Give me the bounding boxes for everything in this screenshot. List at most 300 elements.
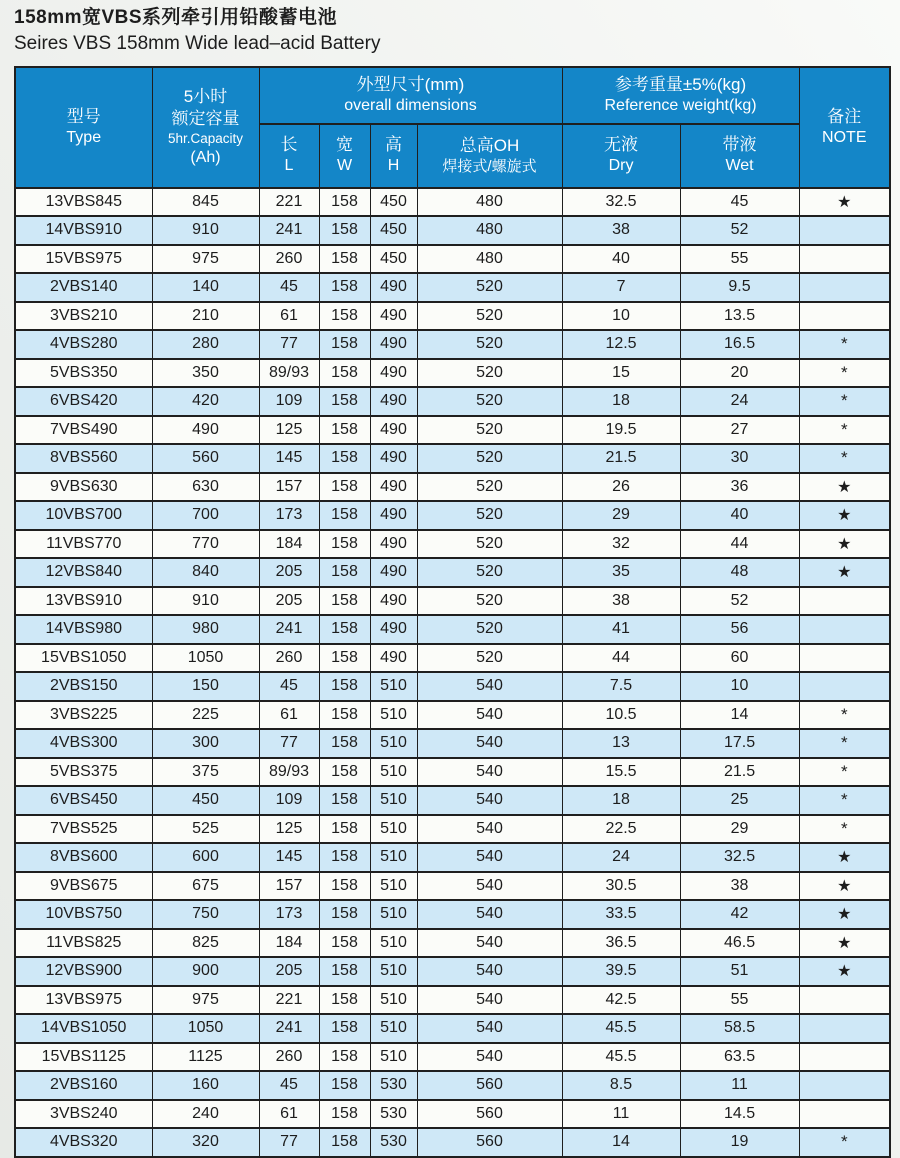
header-row-top [15, 67, 890, 124]
cell-width-w: 158 [319, 245, 370, 274]
col-header-dry [562, 124, 680, 188]
cell-capacity-ah: 350 [152, 359, 259, 388]
cell-width-w: 158 [319, 986, 370, 1015]
cell-length-l: 173 [259, 501, 319, 530]
cell-width-w: 158 [319, 302, 370, 331]
height-label-zh: 高 [385, 135, 402, 155]
cell-overall-height-oh: 540 [417, 872, 562, 901]
table-row [15, 1100, 890, 1129]
cell-note: * [799, 330, 890, 359]
col-header-note [799, 67, 890, 188]
cell-note [799, 1043, 890, 1072]
table-row [15, 387, 890, 416]
cell-note [799, 615, 890, 644]
length-label-zh: 长 [280, 135, 298, 155]
cell-overall-height-oh: 520 [417, 558, 562, 587]
cell-note: ★ [799, 501, 890, 530]
cell-note: ★ [799, 929, 890, 958]
cell-height-h: 490 [370, 473, 417, 502]
cell-height-h: 450 [370, 216, 417, 245]
cell-capacity-ah: 700 [152, 501, 259, 530]
cell-weight-wet: 16.5 [680, 330, 799, 359]
col-header-dimensions [259, 67, 562, 124]
cell-weight-dry: 33.5 [562, 900, 680, 929]
cell-weight-dry: 45.5 [562, 1014, 680, 1043]
cell-capacity-ah: 750 [152, 900, 259, 929]
cell-note: ★ [799, 558, 890, 587]
cell-length-l: 260 [259, 644, 319, 673]
page-title-en: Seires VBS 158mm Wide lead–acid Battery [14, 32, 381, 54]
cell-overall-height-oh: 520 [417, 302, 562, 331]
cell-capacity-ah: 420 [152, 387, 259, 416]
cell-weight-dry: 7 [562, 273, 680, 302]
cell-note [799, 1071, 890, 1100]
table-row [15, 1071, 890, 1100]
cell-length-l: 77 [259, 729, 319, 758]
cell-weight-wet: 14.5 [680, 1100, 799, 1129]
cell-height-h: 510 [370, 929, 417, 958]
cell-weight-dry: 45.5 [562, 1043, 680, 1072]
cell-type: 13VBS845 [15, 188, 152, 217]
cell-note: ★ [799, 188, 890, 217]
cell-capacity-ah: 150 [152, 672, 259, 701]
cell-weight-wet: 24 [680, 387, 799, 416]
cell-height-h: 510 [370, 672, 417, 701]
cell-height-h: 490 [370, 501, 417, 530]
note-label-en: NOTE [822, 128, 867, 146]
cell-type: 11VBS825 [15, 929, 152, 958]
cell-height-h: 450 [370, 188, 417, 217]
cell-length-l: 45 [259, 1071, 319, 1100]
cell-weight-dry: 32.5 [562, 188, 680, 217]
cell-height-h: 450 [370, 245, 417, 274]
type-label-en: Type [66, 128, 102, 146]
cell-weight-dry: 30.5 [562, 872, 680, 901]
cell-weight-dry: 11 [562, 1100, 680, 1129]
cell-width-w: 158 [319, 387, 370, 416]
cell-weight-dry: 10 [562, 302, 680, 331]
cell-overall-height-oh: 520 [417, 644, 562, 673]
cell-capacity-ah: 910 [152, 587, 259, 616]
cell-capacity-ah: 630 [152, 473, 259, 502]
cell-overall-height-oh: 540 [417, 929, 562, 958]
height-label-en: H [387, 157, 400, 175]
cell-width-w: 158 [319, 929, 370, 958]
cell-capacity-ah: 210 [152, 302, 259, 331]
cell-note [799, 644, 890, 673]
cell-length-l: 205 [259, 558, 319, 587]
col-header-overall-height [417, 124, 562, 188]
length-label-en: L [284, 157, 294, 175]
cell-width-w: 158 [319, 416, 370, 445]
table-row [15, 1014, 890, 1043]
cell-weight-dry: 10.5 [562, 701, 680, 730]
cell-note [799, 672, 890, 701]
cell-length-l: 173 [259, 900, 319, 929]
cell-height-h: 510 [370, 900, 417, 929]
cell-length-l: 45 [259, 273, 319, 302]
cell-height-h: 510 [370, 786, 417, 815]
cell-height-h: 510 [370, 815, 417, 844]
cell-capacity-ah: 975 [152, 245, 259, 274]
cell-height-h: 490 [370, 644, 417, 673]
cell-weight-wet: 52 [680, 587, 799, 616]
dimensions-label-zh: 外型尺寸(mm) [356, 74, 465, 94]
cell-width-w: 158 [319, 701, 370, 730]
cell-type: 4VBS300 [15, 729, 152, 758]
cell-overall-height-oh: 520 [417, 273, 562, 302]
cell-overall-height-oh: 520 [417, 615, 562, 644]
cell-length-l: 241 [259, 1014, 319, 1043]
cell-note: ★ [799, 530, 890, 559]
cell-width-w: 158 [319, 359, 370, 388]
type-label-zh: 型号 [66, 106, 101, 126]
table-row [15, 473, 890, 502]
cell-weight-wet: 27 [680, 416, 799, 445]
cell-weight-dry: 14 [562, 1128, 680, 1157]
cell-height-h: 510 [370, 843, 417, 872]
cell-weight-wet: 30 [680, 444, 799, 473]
cell-note: * [799, 758, 890, 787]
cell-weight-wet: 36 [680, 473, 799, 502]
table-row [15, 758, 890, 787]
cell-type: 8VBS560 [15, 444, 152, 473]
note-label-zh: 备注 [827, 106, 862, 126]
table-row [15, 929, 890, 958]
cell-width-w: 158 [319, 900, 370, 929]
cell-note: * [799, 786, 890, 815]
cell-type: 7VBS525 [15, 815, 152, 844]
cell-weight-wet: 55 [680, 986, 799, 1015]
cell-length-l: 205 [259, 957, 319, 986]
table-row [15, 872, 890, 901]
cell-length-l: 77 [259, 330, 319, 359]
col-header-width [319, 124, 370, 188]
cell-capacity-ah: 900 [152, 957, 259, 986]
cell-type: 12VBS900 [15, 957, 152, 986]
cell-overall-height-oh: 520 [417, 473, 562, 502]
cell-height-h: 490 [370, 387, 417, 416]
cell-type: 3VBS225 [15, 701, 152, 730]
cell-weight-wet: 9.5 [680, 273, 799, 302]
cell-overall-height-oh: 540 [417, 815, 562, 844]
cell-height-h: 490 [370, 359, 417, 388]
cell-height-h: 510 [370, 957, 417, 986]
table-row [15, 530, 890, 559]
cell-capacity-ah: 1125 [152, 1043, 259, 1072]
cell-type: 7VBS490 [15, 416, 152, 445]
cell-capacity-ah: 845 [152, 188, 259, 217]
cell-weight-dry: 40 [562, 245, 680, 274]
cell-type: 13VBS975 [15, 986, 152, 1015]
cell-width-w: 158 [319, 1071, 370, 1100]
cell-note: * [799, 1128, 890, 1157]
table-row [15, 188, 890, 217]
cell-capacity-ah: 975 [152, 986, 259, 1015]
cell-type: 3VBS240 [15, 1100, 152, 1129]
cell-width-w: 158 [319, 957, 370, 986]
cell-overall-height-oh: 560 [417, 1128, 562, 1157]
cell-note [799, 1014, 890, 1043]
cell-length-l: 45 [259, 672, 319, 701]
table-row [15, 359, 890, 388]
cell-capacity-ah: 490 [152, 416, 259, 445]
cell-length-l: 157 [259, 872, 319, 901]
cell-weight-wet: 11 [680, 1071, 799, 1100]
cell-capacity-ah: 140 [152, 273, 259, 302]
cell-weight-wet: 48 [680, 558, 799, 587]
cell-overall-height-oh: 560 [417, 1100, 562, 1129]
cell-height-h: 530 [370, 1071, 417, 1100]
cell-weight-dry: 38 [562, 587, 680, 616]
cell-capacity-ah: 160 [152, 1071, 259, 1100]
cell-capacity-ah: 675 [152, 872, 259, 901]
cell-capacity-ah: 980 [152, 615, 259, 644]
cell-length-l: 125 [259, 815, 319, 844]
cell-weight-wet: 20 [680, 359, 799, 388]
cell-width-w: 158 [319, 444, 370, 473]
cell-width-w: 158 [319, 1128, 370, 1157]
cell-capacity-ah: 225 [152, 701, 259, 730]
oh-label-zh: 总高OH [459, 135, 520, 155]
cell-height-h: 490 [370, 444, 417, 473]
cell-weight-dry: 38 [562, 216, 680, 245]
cell-width-w: 158 [319, 672, 370, 701]
cell-height-h: 490 [370, 530, 417, 559]
cell-width-w: 158 [319, 501, 370, 530]
capacity-label-line2: 额定容量 [171, 108, 240, 128]
cell-overall-height-oh: 520 [417, 330, 562, 359]
weight-label-zh: 参考重量±5%(kg) [614, 74, 747, 94]
cell-note [799, 986, 890, 1015]
cell-height-h: 490 [370, 615, 417, 644]
cell-weight-dry: 18 [562, 786, 680, 815]
cell-type: 14VBS910 [15, 216, 152, 245]
table-body [15, 188, 890, 1157]
cell-note: ★ [799, 872, 890, 901]
cell-note: * [799, 701, 890, 730]
cell-capacity-ah: 825 [152, 929, 259, 958]
cell-overall-height-oh: 540 [417, 701, 562, 730]
cell-overall-height-oh: 520 [417, 587, 562, 616]
table-row [15, 644, 890, 673]
cell-width-w: 158 [319, 843, 370, 872]
cell-weight-wet: 55 [680, 245, 799, 274]
cell-note: ★ [799, 843, 890, 872]
table-row [15, 501, 890, 530]
cell-height-h: 490 [370, 330, 417, 359]
weight-label-en: Reference weight(kg) [604, 96, 757, 114]
table-row [15, 957, 890, 986]
dry-label-zh: 无液 [604, 135, 639, 155]
cell-type: 2VBS160 [15, 1071, 152, 1100]
cell-weight-dry: 39.5 [562, 957, 680, 986]
cell-weight-wet: 42 [680, 900, 799, 929]
cell-weight-wet: 45 [680, 188, 799, 217]
table-row [15, 558, 890, 587]
cell-height-h: 490 [370, 273, 417, 302]
cell-note: ★ [799, 473, 890, 502]
table-row [15, 1128, 890, 1157]
cell-weight-wet: 52 [680, 216, 799, 245]
cell-length-l: 145 [259, 444, 319, 473]
cell-length-l: 157 [259, 473, 319, 502]
cell-weight-dry: 32 [562, 530, 680, 559]
cell-width-w: 158 [319, 530, 370, 559]
cell-weight-wet: 10 [680, 672, 799, 701]
cell-type: 11VBS770 [15, 530, 152, 559]
cell-overall-height-oh: 540 [417, 1014, 562, 1043]
table-row [15, 302, 890, 331]
table-row [15, 216, 890, 245]
cell-note [799, 216, 890, 245]
cell-weight-dry: 13 [562, 729, 680, 758]
cell-weight-wet: 56 [680, 615, 799, 644]
cell-overall-height-oh: 520 [417, 444, 562, 473]
table-row [15, 701, 890, 730]
cell-length-l: 260 [259, 245, 319, 274]
col-header-wet [680, 124, 799, 188]
cell-weight-wet: 13.5 [680, 302, 799, 331]
cell-overall-height-oh: 540 [417, 986, 562, 1015]
col-header-weight [562, 67, 799, 124]
cell-capacity-ah: 910 [152, 216, 259, 245]
cell-width-w: 158 [319, 729, 370, 758]
battery-spec-table [14, 66, 891, 1158]
table-header [15, 67, 890, 188]
cell-type: 10VBS750 [15, 900, 152, 929]
col-header-type [15, 67, 152, 188]
cell-note: * [799, 729, 890, 758]
wet-label-zh: 带液 [722, 135, 757, 155]
cell-overall-height-oh: 480 [417, 245, 562, 274]
cell-width-w: 158 [319, 786, 370, 815]
cell-capacity-ah: 320 [152, 1128, 259, 1157]
cell-type: 2VBS140 [15, 273, 152, 302]
cell-overall-height-oh: 540 [417, 729, 562, 758]
cell-overall-height-oh: 520 [417, 501, 562, 530]
cell-weight-dry: 15 [562, 359, 680, 388]
cell-width-w: 158 [319, 1043, 370, 1072]
cell-type: 14VBS1050 [15, 1014, 152, 1043]
cell-type: 6VBS450 [15, 786, 152, 815]
width-label-zh: 宽 [336, 135, 353, 155]
cell-width-w: 158 [319, 587, 370, 616]
cell-weight-dry: 7.5 [562, 672, 680, 701]
col-header-height [370, 124, 417, 188]
cell-overall-height-oh: 540 [417, 672, 562, 701]
cell-height-h: 490 [370, 558, 417, 587]
cell-height-h: 530 [370, 1100, 417, 1129]
cell-height-h: 510 [370, 986, 417, 1015]
cell-weight-wet: 46.5 [680, 929, 799, 958]
cell-length-l: 77 [259, 1128, 319, 1157]
cell-height-h: 510 [370, 729, 417, 758]
dry-label-en: Dry [608, 157, 634, 175]
table-row [15, 444, 890, 473]
cell-note: * [799, 387, 890, 416]
cell-note: * [799, 359, 890, 388]
cell-width-w: 158 [319, 1100, 370, 1129]
cell-height-h: 490 [370, 302, 417, 331]
cell-length-l: 241 [259, 615, 319, 644]
cell-overall-height-oh: 520 [417, 530, 562, 559]
cell-capacity-ah: 525 [152, 815, 259, 844]
cell-note [799, 1100, 890, 1129]
table-row [15, 245, 890, 274]
cell-width-w: 158 [319, 330, 370, 359]
cell-length-l: 61 [259, 1100, 319, 1129]
cell-weight-wet: 40 [680, 501, 799, 530]
cell-length-l: 89/93 [259, 359, 319, 388]
cell-weight-dry: 8.5 [562, 1071, 680, 1100]
cell-capacity-ah: 1050 [152, 644, 259, 673]
cell-overall-height-oh: 520 [417, 416, 562, 445]
cell-overall-height-oh: 520 [417, 359, 562, 388]
cell-width-w: 158 [319, 273, 370, 302]
cell-capacity-ah: 280 [152, 330, 259, 359]
capacity-label-line3: 5hr.Capacity [167, 131, 244, 147]
table-row [15, 672, 890, 701]
cell-length-l: 145 [259, 843, 319, 872]
cell-overall-height-oh: 540 [417, 900, 562, 929]
page-title-zh: 158mm宽VBS系列牵引用铅酸蓄电池 [14, 7, 338, 28]
table-row [15, 815, 890, 844]
cell-capacity-ah: 450 [152, 786, 259, 815]
cell-height-h: 510 [370, 758, 417, 787]
cell-capacity-ah: 300 [152, 729, 259, 758]
table-row [15, 729, 890, 758]
cell-type: 15VBS975 [15, 245, 152, 274]
cell-weight-dry: 19.5 [562, 416, 680, 445]
cell-weight-dry: 21.5 [562, 444, 680, 473]
cell-length-l: 89/93 [259, 758, 319, 787]
oh-label-en: 焊接式/螺旋式 [442, 157, 537, 175]
cell-weight-dry: 24 [562, 843, 680, 872]
cell-width-w: 158 [319, 188, 370, 217]
cell-type: 13VBS910 [15, 587, 152, 616]
cell-length-l: 61 [259, 701, 319, 730]
cell-weight-wet: 38 [680, 872, 799, 901]
cell-length-l: 241 [259, 216, 319, 245]
cell-height-h: 510 [370, 1043, 417, 1072]
cell-overall-height-oh: 480 [417, 188, 562, 217]
cell-width-w: 158 [319, 758, 370, 787]
cell-length-l: 221 [259, 188, 319, 217]
cell-length-l: 61 [259, 302, 319, 331]
cell-note: * [799, 416, 890, 445]
cell-type: 8VBS600 [15, 843, 152, 872]
cell-width-w: 158 [319, 644, 370, 673]
cell-length-l: 221 [259, 986, 319, 1015]
cell-length-l: 184 [259, 929, 319, 958]
dimensions-label-en: overall dimensions [344, 96, 477, 114]
cell-weight-wet: 44 [680, 530, 799, 559]
table-row [15, 273, 890, 302]
cell-type: 4VBS280 [15, 330, 152, 359]
cell-note: ★ [799, 957, 890, 986]
capacity-label-line4: (Ah) [190, 148, 221, 166]
cell-type: 14VBS980 [15, 615, 152, 644]
cell-weight-dry: 22.5 [562, 815, 680, 844]
cell-height-h: 510 [370, 1014, 417, 1043]
cell-length-l: 125 [259, 416, 319, 445]
cell-weight-dry: 36.5 [562, 929, 680, 958]
cell-width-w: 158 [319, 558, 370, 587]
cell-weight-wet: 32.5 [680, 843, 799, 872]
cell-type: 15VBS1050 [15, 644, 152, 673]
cell-weight-dry: 44 [562, 644, 680, 673]
